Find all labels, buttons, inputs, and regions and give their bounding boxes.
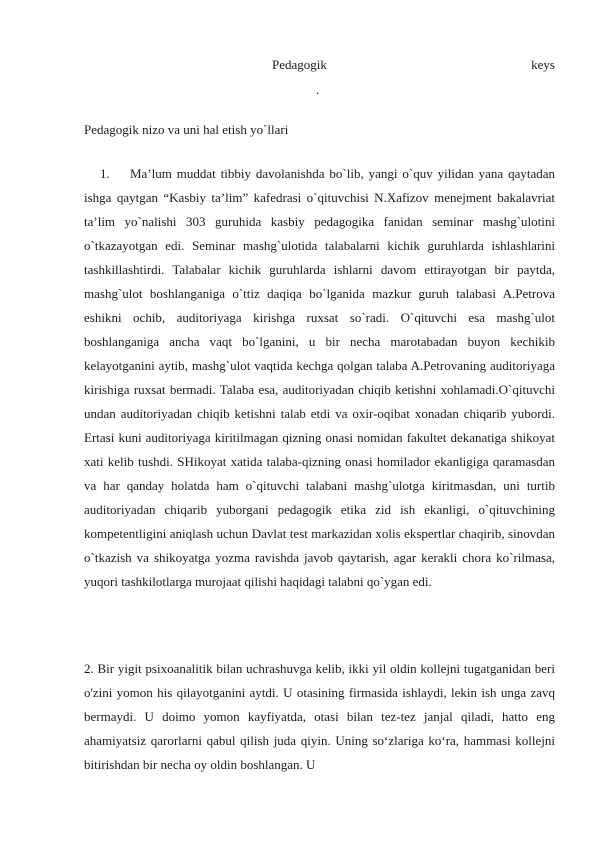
section-title: Pedagogik nizo va uni hal etish yo`llari xyxy=(84,122,289,137)
page-header xyxy=(84,57,555,73)
case-paragraph-1 xyxy=(84,162,555,594)
paragraph-text: 2. Bir yigit psixoanalitik bilan uchrashuvga kelib, ikki yil oldin kollejni tugatganidan beri o'zini yomon his qilayotganini aytdi. U otasining firmasida ishlaydi, lekin ish unga zavq bermaydi. U doimo yomon kayfiyatda, otasi bilan tez-tez janjal qiladi, hatto eng ahamiyatsiz qarorlarni qabul qilish juda qiyin. Uning so‘zlariga ko‘ra, hammasi kollejni bitirishdan bir necha oy oldin boshlangan. U xyxy=(84,661,555,772)
header-dot: . xyxy=(316,82,320,97)
header-right-text: keys xyxy=(531,57,555,72)
case-paragraph-2 xyxy=(84,657,555,777)
header-left-text: Pedagogik xyxy=(272,57,327,72)
paragraph-number: 1. xyxy=(100,166,110,181)
paragraph-text: Ma’lum muddat tibbiy davolanishda bo`lib, yangi o`quv yilidan yana qaytadan ishga qaytgan “Kasbiy ta’lim” kafedrasi o`qituvchisi N.Xafizov menejment bakalavriat ta’lim yo`nalishi 303 guruhida kasbiy pedagogika fanidan seminar mashg`ulotini o`tkazayotgan edi. Seminar mashg`ulotida talabalarni kichik guruhlarda ishlashlarini tashkillashtirdi. Talabalar kichik guruhlarda ishlarni davom ettirayotgan bir paytda, mashg`ulot boshlanganiga o`ttiz daqiqa bo`lganida mazkur guruh talabasi A.Petrova eshikni ochib, auditoriyaga kirishga ruxsat so`radi. O`qituvchi esa mashg`ulot boshlanganiga ancha vaqt bo`lganini, u bir necha marotabadan buyon kechikib kelayotganini aytib, mashg`ulot vaqtida kechga qolgan talaba A.Petrovaning auditoriyaga kirishiga ruxsat bermadi. Talaba esa, auditoriyadan chiqib ketishni xohlamadi.O`qituvchi undan auditoriyadan chiqib ketishni talab etdi va oxir-oqibat xonadan chiqarib yubordi. Ertasi kuni auditoriyaga kiritilmagan qizning onasi nomidan fakultet dekanatiga shikoyat xati kelib tushdi. SHikoyat xatida talaba-qizning onasi homilador ekanligiga qaramasdan va har qanday holatda ham o`qituvchi talabani mashg`ulotga kiritmasdan, uni turtib auditoriyadan chiqarib yuborgani pedagogik etika zid ish ekanligi, o`qituvchining kompetentligini aniqlash uchun Davlat test markazidan xolis ekspertlar chaqirib, sinovdan o`tkazish va shikoyatga yozma ravishda javob qaytarish, agar kerakli chora ko`rilmasa, yuqori tashkilotlarga murojaat qilishi haqidagi talabni qo`ygan edi. xyxy=(84,166,555,589)
